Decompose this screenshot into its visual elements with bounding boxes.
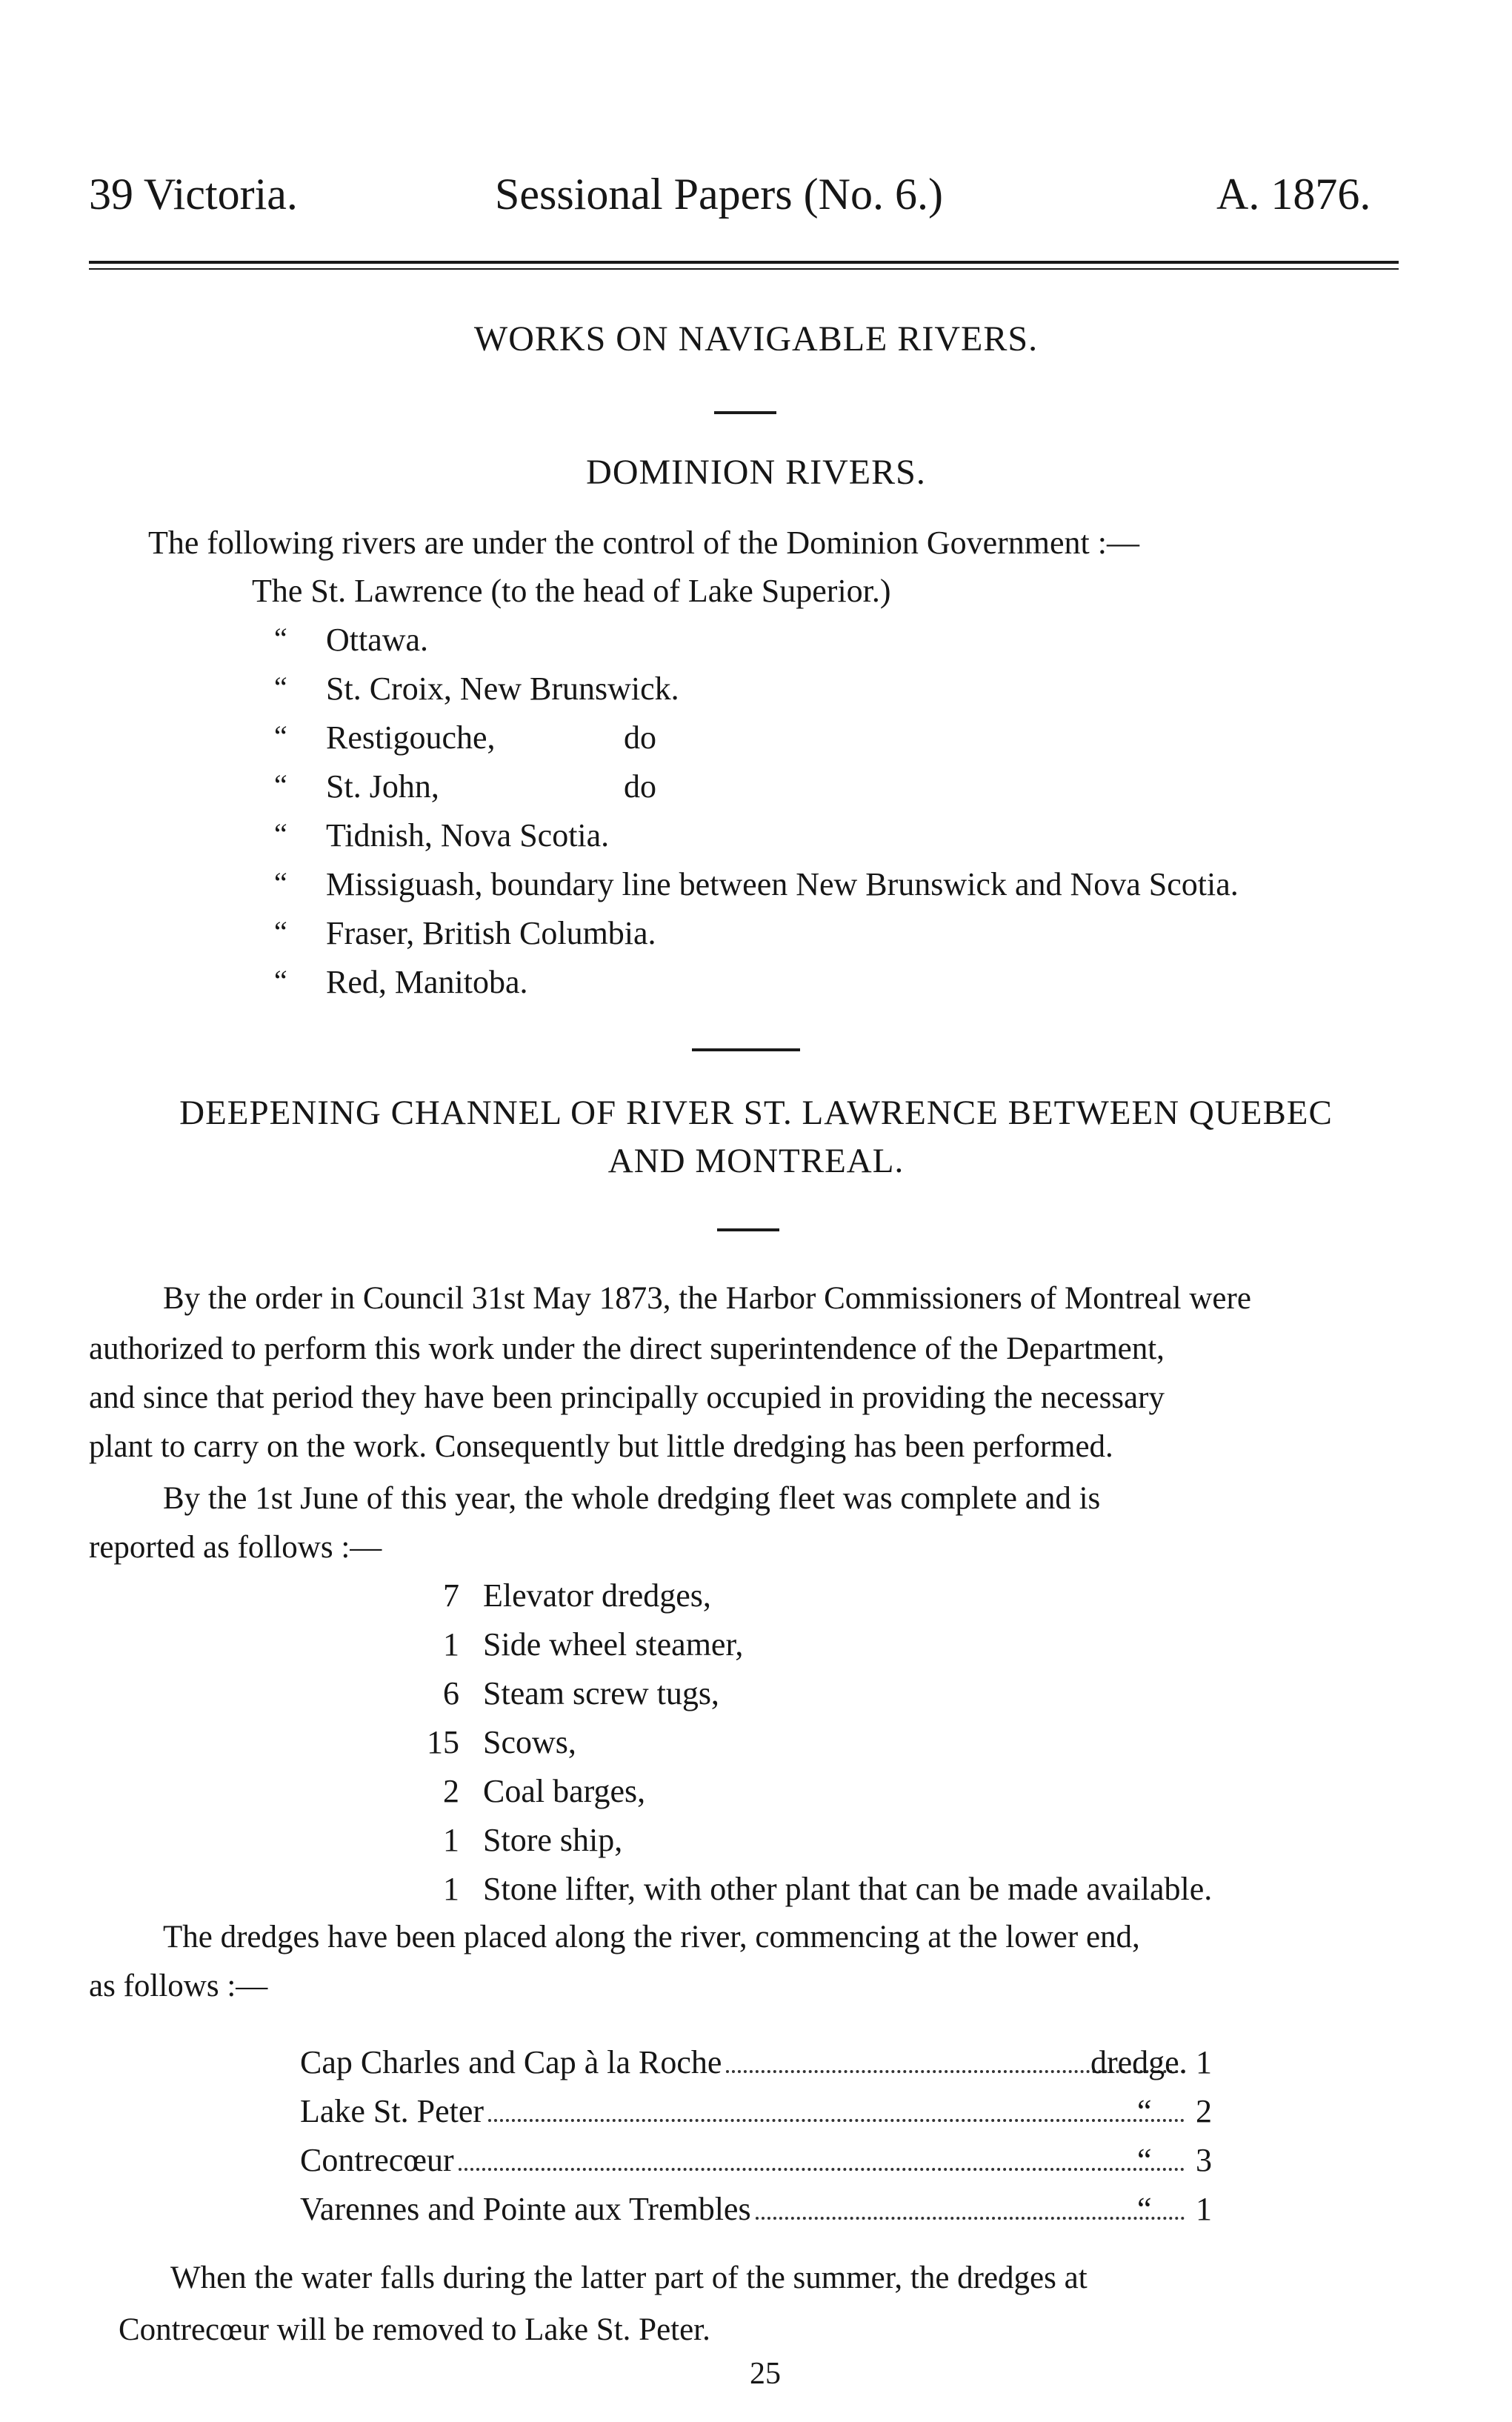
paragraph-line: plant to carry on the work. Consequently but little dredging has been performed.: [89, 1429, 1113, 1464]
ditto-mark: “: [274, 768, 287, 802]
header-rule-thick: [89, 261, 1399, 264]
section-title-works: WORKS ON NAVIGABLE RIVERS.: [473, 319, 1039, 359]
placement-unit: “: [1137, 2191, 1152, 2227]
paragraph-line: By the order in Council 31st May 1873, the Harbor Commissioners of Montreal were: [163, 1281, 1251, 1316]
placement-place: Varennes and Pointe aux Trembles: [300, 2191, 751, 2227]
fleet-count: 15: [427, 1724, 459, 1760]
leader-dots: [459, 2167, 1185, 2171]
ditto-mark: “: [274, 622, 287, 655]
paragraph-line: authorized to perform this work under the direct superintendence of the Department,: [89, 1331, 1165, 1366]
placement-place: Cap Charles and Cap à la Roche: [300, 2044, 722, 2080]
rivers-first: The St. Lawrence (to the head of Lake Superior.): [252, 573, 891, 609]
fleet-item: Scows,: [483, 1724, 576, 1760]
placement-count: 1: [1196, 2191, 1212, 2227]
placement-unit: “: [1137, 2093, 1152, 2129]
paragraph-line: Contrecœur will be removed to Lake St. Peter.: [119, 2312, 710, 2347]
placement-count: 3: [1196, 2142, 1212, 2178]
paragraph-line: When the water falls during the latter part of the summer, the dredges at: [170, 2260, 1088, 2295]
divider: [717, 1228, 779, 1231]
river-name: Restigouche,: [326, 719, 496, 756]
ditto-mark: “: [274, 915, 287, 948]
header-center: Sessional Papers (No. 6.): [495, 170, 943, 219]
fleet-count: 1: [443, 1626, 459, 1663]
paragraph-line: The dredges have been placed along the river, commencing at the lower end,: [163, 1920, 1140, 1954]
leader-dots: [756, 2216, 1185, 2220]
fleet-item: Stone lifter, with other plant that can be made available.: [483, 1871, 1213, 1907]
placement-row: [300, 2043, 1219, 2081]
placement-count: 2: [1196, 2093, 1212, 2129]
river-name: Ottawa.: [326, 622, 429, 658]
divider: [714, 411, 776, 414]
placement-place: Contrecœur: [300, 2142, 454, 2178]
ditto-mark: “: [274, 671, 287, 704]
placement-unit: “: [1137, 2142, 1152, 2178]
river-name: Missiguash, boundary line between New Brunswick and Nova Scotia.: [326, 866, 1239, 902]
placement-unit: dredge.: [1090, 2044, 1188, 2080]
ditto-mark: “: [274, 964, 287, 997]
fleet-item: Elevator dredges,: [483, 1577, 711, 1614]
placement-row: [300, 2141, 1219, 2179]
section-title-dominion: DOMINION RIVERS.: [586, 453, 926, 492]
river-name: Tidnish, Nova Scotia.: [326, 817, 610, 854]
section-title-deepening-cont: AND MONTREAL.: [607, 1142, 905, 1180]
placement-row: [300, 2190, 1219, 2228]
fleet-count: 7: [443, 1577, 459, 1614]
placement-count: 1: [1196, 2044, 1212, 2080]
leader-dots: [488, 2118, 1185, 2122]
divider: [692, 1048, 800, 1051]
ditto-mark: “: [274, 719, 287, 753]
fleet-count: 2: [443, 1773, 459, 1809]
ditto-mark: “: [274, 817, 287, 851]
ditto-mark: “: [274, 866, 287, 899]
header-right: A. 1876.: [1216, 170, 1371, 219]
paragraph-line: By the 1st June of this year, the whole dredging fleet was complete and is: [163, 1481, 1101, 1516]
paragraph-line: reported as follows :—: [89, 1530, 382, 1565]
fleet-count: 1: [443, 1822, 459, 1858]
header-left: 39 Victoria.: [89, 170, 298, 219]
fleet-item: Steam screw tugs,: [483, 1675, 719, 1711]
page-number: 25: [750, 2357, 781, 2391]
placement-row: [300, 2092, 1219, 2130]
paragraph-line: as follows :—: [89, 1969, 268, 2003]
river-name: Fraser, British Columbia.: [326, 915, 656, 951]
river-name: St. John,: [326, 768, 439, 805]
fleet-item: Side wheel steamer,: [483, 1626, 744, 1663]
river-name: Red, Manitoba.: [326, 964, 528, 1000]
fleet-count: 1: [443, 1871, 459, 1907]
section-title-deepening: DEEPENING CHANNEL OF RIVER ST. LAWRENCE BETWEEN QUEBEC: [179, 1094, 1333, 1132]
placement-place: Lake St. Peter: [300, 2093, 484, 2129]
fleet-item: Store ship,: [483, 1822, 623, 1858]
river-name: St. Croix, New Brunswick.: [326, 671, 679, 707]
header-rule-thin: [89, 268, 1399, 270]
rivers-intro: The following rivers are under the control of the Dominion Government :—: [148, 525, 1139, 561]
river-note: do: [624, 719, 656, 756]
river-note: do: [624, 768, 656, 805]
fleet-count: 6: [443, 1675, 459, 1711]
paragraph-line: and since that period they have been principally occupied in providing the necessary: [89, 1380, 1165, 1415]
fleet-item: Coal barges,: [483, 1773, 646, 1809]
